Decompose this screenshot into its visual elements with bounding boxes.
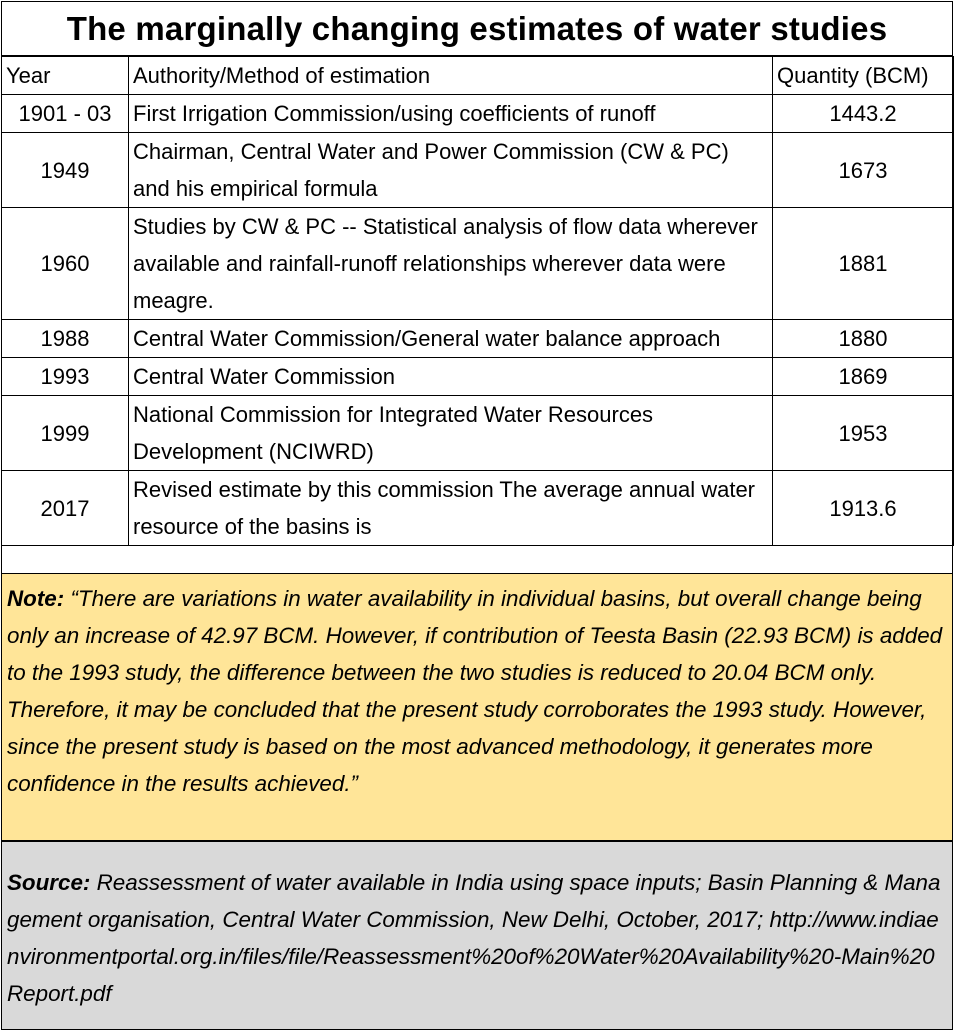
row-year: 1988: [2, 320, 129, 358]
table-row: [2, 208, 954, 320]
row-quantity: 1443.2: [773, 95, 954, 133]
row-year: 1901 - 03: [2, 95, 129, 133]
row-quantity: 1881: [773, 208, 954, 320]
row-year: 2017: [2, 471, 129, 546]
page-title: The marginally changing estimates of water studies: [1, 2, 953, 56]
row-authority: Studies by CW & PC -- Statistical analysis of flow data wherever available and rainfall-runoff relationships wherever data were meagre.: [129, 208, 773, 320]
table-row: [2, 133, 954, 208]
row-authority: First Irrigation Commission/using coefficients of runoff: [129, 95, 773, 133]
row-authority: Revised estimate by this commission The average annual water resource of the basins is: [129, 471, 773, 546]
row-year: 1999: [2, 396, 129, 471]
header-year: Year: [2, 57, 129, 95]
source-text: Reassessment of water available in India using space inputs; Basin Planning & Management organisation, Central Water Commission, New Delhi, October, 2017; http://www.indiaenvironmentportal.org.in/files/file/Reassessment%20of%20Water%20Availability%20-Main%20Report.pdf: [7, 870, 941, 1006]
row-year: 1949: [2, 133, 129, 208]
row-quantity: 1673: [773, 133, 954, 208]
note-label: Note:: [7, 586, 65, 611]
row-quantity: 1913.6: [773, 471, 954, 546]
table-header-row: [2, 57, 954, 95]
row-year: 1960: [2, 208, 129, 320]
source-box: [1, 841, 953, 1030]
row-quantity: 1953: [773, 396, 954, 471]
row-quantity: 1880: [773, 320, 954, 358]
row-authority: Central Water Commission: [129, 358, 773, 396]
table-row: [2, 95, 954, 133]
row-authority: National Commission for Integrated Water Resources Development (NCIWRD): [129, 396, 773, 471]
estimates-table: [1, 56, 954, 546]
row-quantity: 1869: [773, 358, 954, 396]
table-row: [2, 320, 954, 358]
row-year: 1993: [2, 358, 129, 396]
table-row: [2, 396, 954, 471]
source-label: Source:: [7, 870, 91, 895]
note-box: [1, 573, 953, 841]
row-authority: Central Water Commission/General water balance approach: [129, 320, 773, 358]
table-row: [2, 471, 954, 546]
row-authority: Chairman, Central Water and Power Commission (CW & PC) and his empirical formula: [129, 133, 773, 208]
note-text: “There are variations in water availability in individual basins, but overall change being only an increase of 42.97 BCM. However, if contribution of Teesta Basin (22.93 BCM) is added to the 1993 study, the difference between the two studies is reduced to 20.04 BCM only. Therefore, it may be concluded that the present study corroborates the 1993 study. However, since the present study is based on the most advanced methodology, it generates more confidence in the results achieved.”: [7, 586, 943, 796]
header-authority: Authority/Method of estimation: [129, 57, 773, 95]
table-row: [2, 358, 954, 396]
header-quantity: Quantity (BCM): [773, 57, 954, 95]
